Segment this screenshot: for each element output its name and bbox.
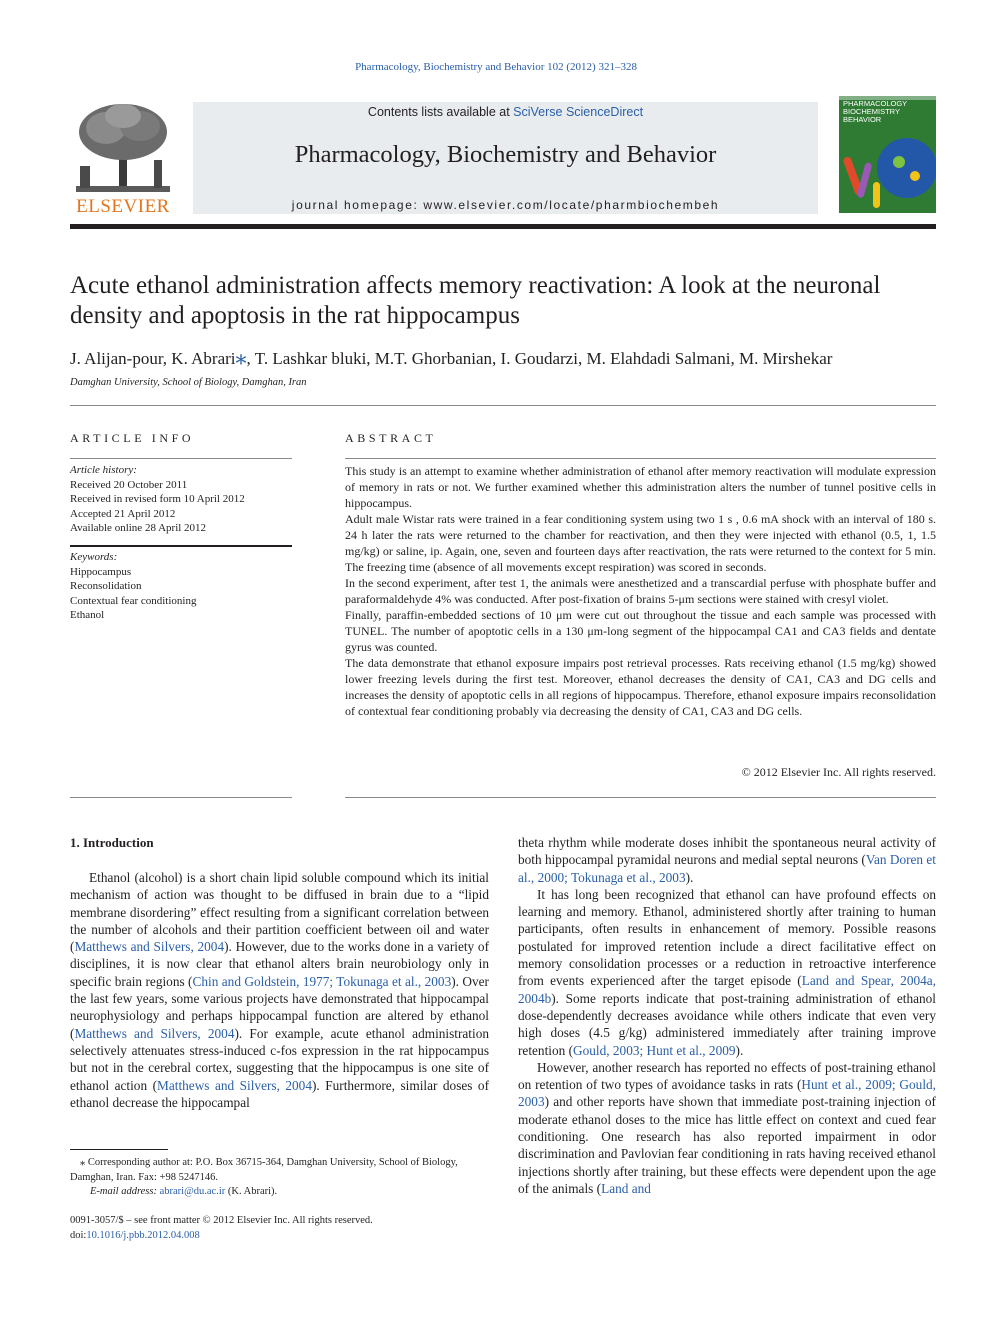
body-text: theta rhythm while moderate doses inhibit the spontaneous neural activity of both hippocampal pyramidal neurons and medial septal neurons ( bbox=[518, 835, 936, 868]
body-text: It has long been recognized that ethanol can have profound effects on learning and memory. Ethanol, administered shortly after training to human participants, often results in enhancement of memory. Possible reasons postulated for improved retention include a direct facilitative effect on memory consolidation processes or a reduction in retroactive interference from events experienced after the target episode ( bbox=[518, 886, 936, 989]
citation-link[interactable]: Van Doren et al., 2000; Tokunaga et al., 2003 bbox=[518, 852, 936, 885]
elsevier-logo[interactable] bbox=[70, 100, 176, 218]
abstract-rule bbox=[345, 458, 936, 459]
article-info-heading: ARTICLE INFO bbox=[70, 431, 195, 445]
section-heading-introduction: 1. Introduction bbox=[70, 835, 154, 850]
authors-first: J. Alijan-pour, K. Abrari bbox=[70, 349, 236, 368]
body-paragraph bbox=[518, 1059, 936, 1197]
keywords-rule bbox=[70, 545, 292, 547]
citation-link[interactable]: Land and Spear, 2004a, 2004b bbox=[518, 973, 937, 1006]
body-paragraph bbox=[518, 834, 936, 886]
keyword-item: Contextual fear conditioning bbox=[70, 594, 197, 607]
citation-link[interactable]: Matthews and Silvers, 2004 bbox=[74, 939, 225, 955]
body-text: ) and other reports have shown that immediate post-training injection of moderate ethanol doses to the mice has little effect on context and cued fear conditioning. One research has also reported impairment in odor discrimination and Pavlovian fear conditioning in rats having received ethanol injections shortly after training, but these effects were dependent upon the age of the animals ( bbox=[518, 1094, 936, 1196]
corresponding-author-mark[interactable]: ⁎ bbox=[235, 344, 247, 369]
history-received: Received 20 October 2011 bbox=[70, 478, 188, 491]
doi-line bbox=[70, 1229, 373, 1244]
cover-title: PHARMACOLOGY BIOCHEMISTRY BEHAVIOR bbox=[843, 99, 908, 124]
body-column-left bbox=[70, 869, 489, 1111]
keyword-item: Reconsolidation bbox=[70, 580, 142, 592]
footnote-text: Corresponding author at: P.O. Box 36715-364, Damghan University, School of Biology, Damghan, Iran. Fax: +98 5247146. bbox=[70, 1157, 458, 1183]
title-rule bbox=[70, 405, 936, 406]
body-text: ). Some reports indicate that post-training administration of ethanol dose-dependently decreases avoidance while others indicate that even very high doses (4.5 g/kg) administered immediately after training improve retention ( bbox=[518, 990, 936, 1058]
homepage-link[interactable]: www.elsevier.com/locate/pharmbiochembeh bbox=[423, 198, 720, 212]
article-info-bottom-rule bbox=[70, 797, 292, 798]
journal-cover-thumbnail[interactable] bbox=[839, 96, 936, 213]
body-text: ). bbox=[735, 1042, 744, 1058]
doi-label: doi: bbox=[70, 1229, 87, 1241]
history-label: Article history: bbox=[70, 464, 137, 476]
footnote-rule bbox=[70, 1149, 168, 1150]
body-text: ). Furthermore, similar doses of ethanol decrease the hippocampal bbox=[70, 1077, 490, 1110]
footnote-corresponding bbox=[70, 1156, 490, 1185]
contents-line bbox=[193, 105, 818, 119]
citation-link[interactable]: Matthews and Silvers, 2004 bbox=[74, 1025, 235, 1041]
body-text: ). bbox=[685, 869, 694, 885]
sciencedirect-link[interactable]: SciVerse ScienceDirect bbox=[513, 105, 644, 119]
citation-link[interactable]: Gould, 2003; Hunt et al., 2009 bbox=[573, 1042, 736, 1058]
citation-link[interactable]: Land and bbox=[601, 1180, 651, 1196]
body-column-right bbox=[518, 834, 936, 1197]
journal-citation[interactable]: Pharmacology, Biochemistry and Behavior 102 (2012) 321–328 bbox=[355, 61, 637, 73]
homepage-prefix: journal homepage: bbox=[291, 198, 424, 212]
history-accepted: Accepted 21 April 2012 bbox=[70, 507, 176, 520]
affiliation: Damghan University, School of Biology, Damghan, Iran bbox=[70, 377, 307, 388]
abstract-copyright: © 2012 Elsevier Inc. All rights reserved. bbox=[741, 765, 936, 779]
author-list bbox=[70, 344, 950, 370]
abstract-bottom-rule bbox=[345, 797, 936, 798]
citation-link[interactable]: Hunt et al., 2009; Gould, 2003 bbox=[518, 1077, 936, 1110]
front-matter bbox=[70, 1214, 373, 1243]
body-text: ). For example, acute ethanol administration selectively attenuates stress-induced c-fos expression in the rat hippocampus but not in the cerebral cortex, suggesting that the hippocampus is one site of ethanol action ( bbox=[70, 1025, 489, 1093]
article-info-rule bbox=[70, 458, 292, 459]
issn-line: 0091-3057/$ – see front matter © 2012 Elsevier Inc. All rights reserved. bbox=[70, 1215, 373, 1226]
doi-link[interactable]: 10.1016/j.pbb.2012.04.008 bbox=[86, 1229, 200, 1241]
body-text: However, another research has reported no effects of post-training ethanol on retention of two types of avoidance tasks in rats ( bbox=[518, 1059, 936, 1093]
email-label: E-mail address: bbox=[90, 1186, 160, 1197]
contents-prefix: Contents lists available at bbox=[367, 105, 514, 119]
article-history bbox=[70, 463, 292, 536]
keywords bbox=[70, 550, 292, 623]
header-rule bbox=[70, 224, 936, 229]
keywords-label: Keywords: bbox=[70, 551, 118, 563]
history-revised: Received in revised form 10 April 2012 bbox=[70, 493, 245, 505]
publisher-logo-text: ELSEVIER bbox=[76, 196, 170, 217]
abstract-paragraph: In the second experiment, after test 1, the animals were anesthetized and a transcardial perfuse with phosphate buffer and paraformaldehyde 4% was conducted. After post-fixation of brains 5-μm sections were stained with cresyl violet. bbox=[345, 576, 936, 606]
footnote-email bbox=[70, 1185, 490, 1200]
body-text: ). However, due to the works done in a variety of disciplines, it is now clear that ethanol alters brain neurobiology only in specific brain regions ( bbox=[70, 939, 489, 989]
footnote-mark: ⁎ bbox=[80, 1157, 86, 1168]
abstract-paragraph: The data demonstrate that ethanol exposure impairs post retrieval processes. Rats receiving ethanol (1.5 mg/kg) showed lower freezing levels during the first test. Moreover, ethanol decreases the density of CA1, CA3 and DG cells and increases the density of apoptotic cells in all regions of hippocampus. Therefore, ethanol exposure impairs reconsolidation of contextual fear conditioning probably via decreasing the density of CA1, CA3 and DG cells. bbox=[345, 656, 936, 718]
journal-homepage bbox=[193, 198, 818, 212]
abstract-paragraph: This study is an attempt to examine whether administration of ethanol after memory reactivation will modulate expression of memory in rats or not. We further examined whether this administration alters the number of tunnel positive cells in hippocampus. bbox=[345, 464, 936, 510]
abstract-paragraph: Finally, paraffin-embedded sections of 10 μm were cut out throughout the tissue and each sample was processed with TUNEL. The number of apoptotic cells in a 130 μm-long segment of the hippocampal CA1 and CA3 fields and dentate gyrus was counted. bbox=[345, 608, 936, 654]
corresponding-author-footnote bbox=[70, 1156, 490, 1200]
body-paragraph bbox=[518, 886, 936, 1059]
keyword-item: Ethanol bbox=[70, 609, 105, 621]
authors-rest: , T. Lashkar bluki, M.T. Ghorbanian, I. Goudarzi, M. Elahdadi Salmani, M. Mirshekar bbox=[246, 349, 833, 368]
history-online: Available online 28 April 2012 bbox=[70, 522, 207, 534]
email-link[interactable]: abrari@du.ac.ir bbox=[159, 1186, 226, 1197]
abstract-heading: ABSTRACT bbox=[345, 431, 437, 445]
article-title: Acute ethanol administration affects memory reactivation: A look at the neuronal density and apoptosis in the rat hippocampus bbox=[70, 272, 881, 329]
body-text: ). Over the last few years, some various projects have demonstrated that hippocampal neurophysiology and perhaps hippocampal function are altered by ethanol ( bbox=[70, 973, 489, 1041]
keyword-item: Hippocampus bbox=[70, 565, 132, 578]
email-suffix: (K. Abrari). bbox=[225, 1186, 278, 1197]
abstract-body bbox=[345, 463, 936, 719]
body-text: Ethanol (alcohol) is a short chain lipid soluble compound which its initial mechanism of action was thought to be diffused in brain due to a “lipid membrane disordering” effect resulting from a significant correlation between the number of alcohols and their partition coefficient between oil and water ( bbox=[70, 870, 489, 955]
citation-link[interactable]: Chin and Goldstein, 1977; Tokunaga et al., 2003 bbox=[192, 973, 452, 989]
abstract-paragraph: Adult male Wistar rats were trained in a fear conditioning system using two 1 s , 0.6 mA shock with an interval of 180 s. 24 h later the rats were returned to the chamber for reactivation, and then they were injected with ethanol (0.5, 1, 1.5 mg/kg) or saline, ip. Again, one, seven and fourteen days after reactivation, the rats were returned to the context for 5 min. The freezing time (absence of all movements except respiration) was scored in seconds. bbox=[345, 512, 936, 574]
citation-link[interactable]: Matthews and Silvers, 2004 bbox=[157, 1077, 312, 1093]
body-paragraph bbox=[70, 869, 489, 1111]
journal-title: Pharmacology, Biochemistry and Behavior bbox=[294, 141, 717, 168]
